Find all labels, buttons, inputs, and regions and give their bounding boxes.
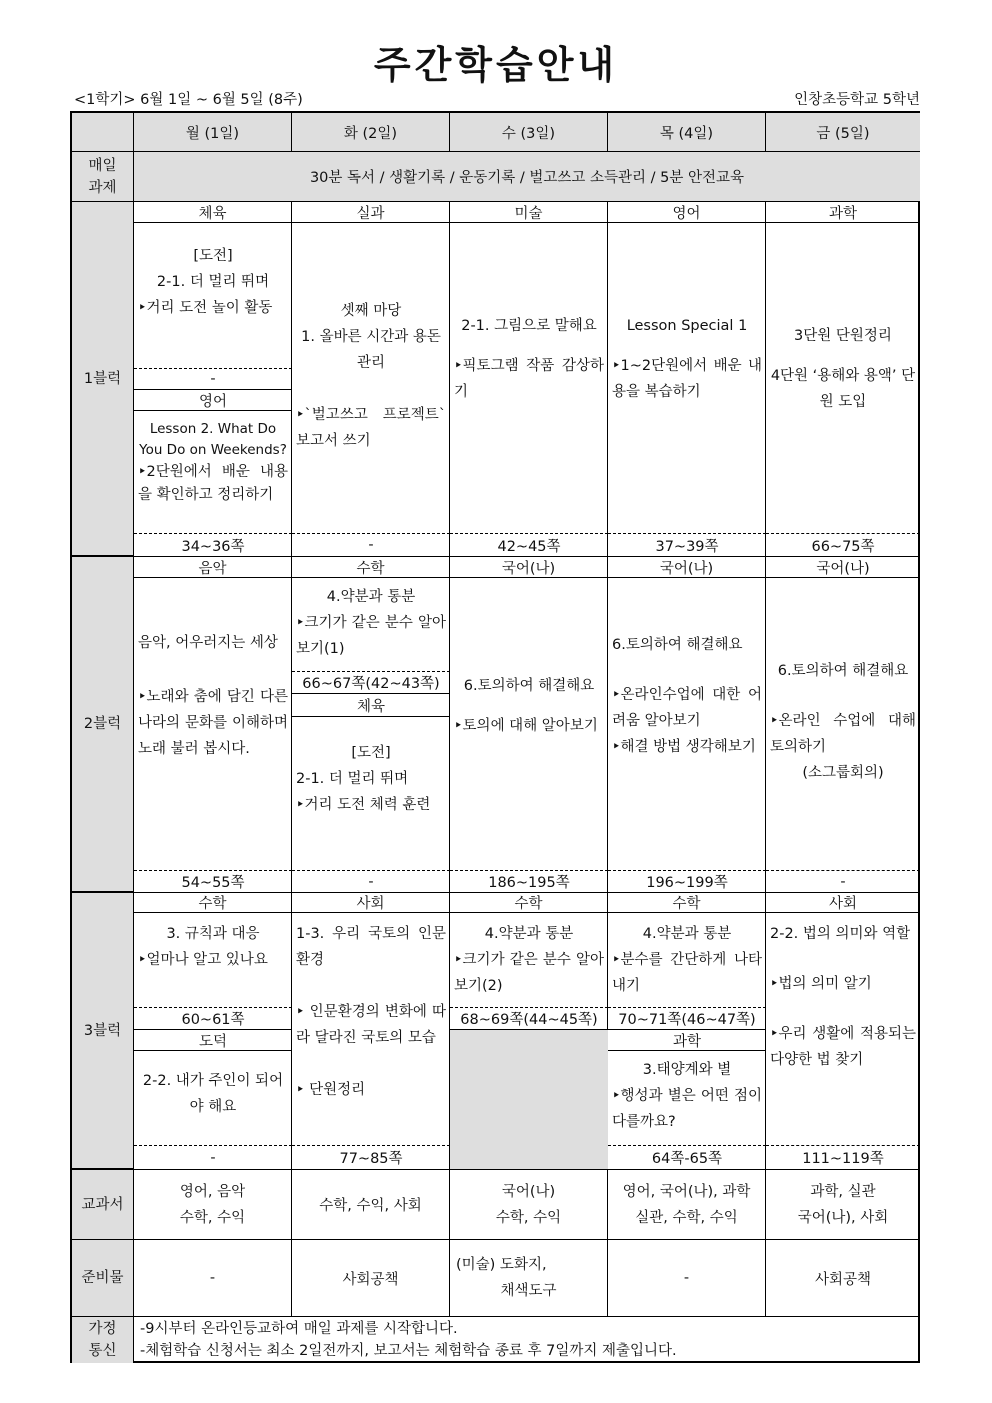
block1-mon-line2: ‣2단원에서 배운 내용을 확인하고 정리하기 bbox=[138, 464, 288, 503]
block2-tue-page: 66~67쪽(42~43쪽) bbox=[292, 671, 450, 693]
block3-tue-line: ‣ 단원정리 bbox=[296, 1082, 366, 1098]
textbooks-fri bbox=[766, 1169, 920, 1240]
block3-wed-line: ‣크기가 같은 분수 알아보기(2) bbox=[454, 952, 604, 994]
daily-label bbox=[72, 152, 134, 202]
textbooks-fri-line: 국어(나), 사회 bbox=[797, 1209, 889, 1226]
supplies-mon: - bbox=[134, 1240, 292, 1317]
block1-thu-page: 37~39쪽 bbox=[608, 533, 766, 556]
block3-mon-cell bbox=[134, 913, 292, 1169]
schedule-table bbox=[70, 111, 920, 1363]
block3-mon-page2: - bbox=[134, 1145, 292, 1169]
block2-mon-subject: 음악 bbox=[134, 556, 292, 578]
block1-mon-page: - bbox=[134, 368, 292, 389]
day-header-thu: 목 (4일) bbox=[608, 113, 766, 152]
block3-fri-line: 2-2. 법의 의미와 역할 bbox=[770, 926, 911, 942]
block3-thu-page: 70~71쪽(46~47쪽) bbox=[608, 1007, 766, 1029]
supplies-tue: 사회공책 bbox=[292, 1240, 450, 1317]
block1-wed-subject: 미술 bbox=[450, 202, 608, 223]
block3-label: 3블럭 bbox=[72, 892, 134, 1169]
day-header-fri: 금 (5일) bbox=[766, 113, 920, 152]
block1-thu-line: Lesson Special 1 bbox=[626, 318, 748, 334]
supplies-thu: - bbox=[608, 1240, 766, 1317]
block1-mon-subject2: 영어 bbox=[134, 389, 292, 411]
notice-text bbox=[134, 1317, 920, 1363]
block2-thu-line: ‣온라인수업에 대한 어려움 알아보기 bbox=[612, 687, 762, 729]
block3-tue-subject: 사회 bbox=[292, 892, 450, 913]
block2-tue-line: ‣크기가 같은 분수 알아보기(1) bbox=[296, 615, 446, 657]
block3-mon-page: 60~61쪽 bbox=[134, 1007, 292, 1029]
school-label: 인창초등학교 5학년 bbox=[794, 92, 920, 108]
daily-tasks: 30분 독서 / 생활기록 / 운동기록 / 벌고쓰고 소득관리 / 5분 안전교육 bbox=[134, 152, 920, 202]
block2-thu-page: 196~199쪽 bbox=[608, 870, 766, 892]
block3-thu-line2: ‣행성과 별은 어떤 점이 다를까요? bbox=[612, 1088, 762, 1130]
textbooks-mon-line: 수학, 수익 bbox=[179, 1209, 246, 1226]
notice-line: -체험학습 신청서는 최소 2일전까지, 보고서는 체험학습 종료 후 7일까지 제출입니다. bbox=[140, 1343, 677, 1359]
block2-wed-line: 6.토의하여 해결해요 bbox=[463, 678, 595, 694]
block2-fri-line: (소그룹회의) bbox=[802, 765, 884, 781]
supplies-label: 준비물 bbox=[72, 1240, 134, 1317]
textbooks-mon-line: 영어, 음악 bbox=[179, 1183, 246, 1200]
block1-mon-line2: Lesson 2. What Do You Do on Weekends? bbox=[139, 421, 287, 458]
textbooks-mon bbox=[134, 1169, 292, 1240]
block1-tue-line: 셋째 마당 bbox=[340, 303, 402, 319]
block1-wed-line: 2-1. 그림으로 말해요 bbox=[461, 318, 597, 334]
block1-wed-page: 42~45쪽 bbox=[450, 533, 608, 556]
block3-mon-line: 3. 규칙과 대응 bbox=[166, 926, 260, 942]
block2-fri-line: ‣온라인 수업에 대해 토의하기 bbox=[770, 713, 916, 755]
block2-mon-page: 54~55쪽 bbox=[134, 870, 292, 892]
block1-label: 1블럭 bbox=[72, 202, 134, 556]
block3-tue-line: ‣ 인문환경의 변화에 따라 달라진 국토의 모습 bbox=[296, 1004, 446, 1046]
block1-mon-subject: 체육 bbox=[134, 202, 292, 223]
block1-thu-cell bbox=[608, 223, 766, 556]
block2-tue-line: 4.약분과 통분 bbox=[326, 589, 416, 605]
day-header-wed: 수 (3일) bbox=[450, 113, 608, 152]
block1-fri-line: 4단원 ‘용해와 용액’ 단원 도입 bbox=[770, 368, 916, 410]
textbooks-wed-line: 수학, 수익 bbox=[495, 1209, 562, 1226]
block2-fri-cell bbox=[766, 578, 920, 892]
block3-thu-line: 4.약분과 통분 bbox=[642, 926, 732, 942]
block3-tue-cell bbox=[292, 913, 450, 1169]
block2-wed-cell bbox=[450, 578, 608, 892]
page-title: 주간학습안내 bbox=[373, 43, 619, 87]
notice-line: -9시부터 온라인등교하여 매일 과제를 시작합니다. bbox=[140, 1321, 458, 1337]
block2-fri-line: 6.토의하여 해결해요 bbox=[777, 663, 909, 679]
block2-tue-cell bbox=[292, 578, 450, 892]
block3-thu-subject: 수학 bbox=[608, 892, 766, 913]
block2-fri-page: - bbox=[766, 870, 920, 892]
block2-wed-page: 186~195쪽 bbox=[450, 870, 608, 892]
block2-mon-line: 음악, 어우러지는 세상 bbox=[138, 635, 278, 651]
block1-mon-page2: 34~36쪽 bbox=[134, 533, 292, 556]
block2-thu-subject: 국어(나) bbox=[608, 556, 766, 578]
block2-tue-line2: [도전] bbox=[351, 745, 391, 761]
block2-tue-line2: ‣거리 도전 체력 훈련 bbox=[296, 797, 431, 813]
block3-mon-subject: 수학 bbox=[134, 892, 292, 913]
block3-thu-line: ‣분수를 간단하게 나타내기 bbox=[612, 952, 762, 994]
textbooks-fri-line: 과학, 실관 bbox=[810, 1183, 876, 1200]
day-header-mon: 월 (1일) bbox=[134, 113, 292, 152]
block2-tue-line2: 2-1. 더 멀리 뛰며 bbox=[296, 771, 409, 787]
block3-tue-page: 77~85쪽 bbox=[292, 1145, 450, 1169]
block3-mon-subject2: 도덕 bbox=[134, 1029, 292, 1051]
supplies-wed bbox=[450, 1240, 608, 1317]
block2-thu-line: ‣해결 방법 생각해보기 bbox=[612, 739, 756, 755]
block3-wed-subject: 수학 bbox=[450, 892, 608, 913]
block1-fri-cell bbox=[766, 223, 920, 556]
period-label: <1학기> 6월 1일 ~ 6월 5일 (8주) bbox=[74, 92, 303, 108]
block3-fri-line: ‣우리 생활에 적용되는 다양한 법 찾기 bbox=[770, 1026, 916, 1068]
block2-thu-cell bbox=[608, 578, 766, 892]
block3-mon-line: ‣얼마나 알고 있나요 bbox=[138, 952, 268, 968]
block1-tue-page: - bbox=[292, 533, 450, 556]
block1-thu-subject: 영어 bbox=[608, 202, 766, 223]
block2-fri-subject: 국어(나) bbox=[766, 556, 920, 578]
day-header-tue: 화 (2일) bbox=[292, 113, 450, 152]
block2-thu-line: 6.토의하여 해결해요 bbox=[612, 637, 743, 653]
block2-tue-page2: - bbox=[292, 870, 450, 892]
textbooks-tue-line: 수학, 수익, 사회 bbox=[319, 1198, 422, 1214]
supplies-fri: 사회공책 bbox=[766, 1240, 920, 1317]
textbooks-thu bbox=[608, 1169, 766, 1240]
header-corner bbox=[72, 113, 134, 152]
block1-mon-cell bbox=[134, 223, 292, 556]
notice-label-line1: 가정 bbox=[88, 1321, 117, 1337]
block3-wed-line: 4.약분과 통분 bbox=[484, 926, 574, 942]
textbooks-wed bbox=[450, 1169, 608, 1240]
block1-fri-subject: 과학 bbox=[766, 202, 920, 223]
block1-wed-cell bbox=[450, 223, 608, 556]
block3-thu-line2: 3.태양계와 별 bbox=[642, 1062, 732, 1078]
block1-mon-line: ‣거리 도전 놀이 활동 bbox=[138, 300, 273, 316]
notice-label-line2: 통신 bbox=[88, 1343, 117, 1359]
block1-tue-subject: 실과 bbox=[292, 202, 450, 223]
textbooks-wed-line: 국어(나) bbox=[501, 1183, 556, 1200]
block3-mon-line2: 2-2. 내가 주인이 되어야 해요 bbox=[142, 1073, 284, 1115]
block2-label: 2블럭 bbox=[72, 556, 134, 892]
block3-fri-line: ‣법의 의미 알기 bbox=[770, 976, 872, 992]
block1-wed-line: ‣픽토그램 작품 감상하기 bbox=[454, 358, 604, 400]
block2-mon-cell bbox=[134, 578, 292, 892]
textbooks-thu-line: 영어, 국어(나), 과학 bbox=[622, 1183, 751, 1200]
block3-wed-page: 68~69쪽(44~45쪽) bbox=[450, 1007, 608, 1029]
block3-thu-subject2: 과학 bbox=[608, 1029, 766, 1051]
textbooks-tue bbox=[292, 1169, 450, 1240]
block3-fri-cell bbox=[766, 913, 920, 1169]
block1-tue-cell bbox=[292, 223, 450, 556]
block1-thu-line: ‣1~2단원에서 배운 내용을 복습하기 bbox=[612, 358, 762, 400]
block3-thu-cell bbox=[608, 913, 766, 1169]
block3-tue-line: 1-3. 우리 국토의 인문환경 bbox=[296, 926, 446, 968]
block1-tue-line: ‣`벌고쓰고 프로젝트` 보고서 쓰기 bbox=[296, 407, 446, 449]
notice-label bbox=[72, 1317, 134, 1363]
textbooks-label: 교과서 bbox=[72, 1169, 134, 1240]
supplies-wed-line: (미술) 도화지, bbox=[456, 1257, 547, 1273]
block3-fri-page: 111~119쪽 bbox=[766, 1145, 920, 1169]
block3-fri-subject: 사회 bbox=[766, 892, 920, 913]
block3-wed-cell bbox=[450, 913, 608, 1169]
block3-wed-empty bbox=[450, 1029, 608, 1169]
block2-tue-subject2: 체육 bbox=[292, 693, 450, 717]
textbooks-thu-line: 실관, 수학, 수익 bbox=[635, 1209, 738, 1226]
block2-wed-subject: 국어(나) bbox=[450, 556, 608, 578]
block1-fri-page: 66~75쪽 bbox=[766, 533, 920, 556]
block2-tue-subject: 수학 bbox=[292, 556, 450, 578]
block1-mon-line: [도전] bbox=[193, 248, 233, 264]
block1-mon-line: 2-1. 더 멀리 뛰며 bbox=[156, 274, 270, 290]
daily-label-line2: 과제 bbox=[88, 179, 117, 196]
block2-wed-line: ‣토의에 대해 알아보기 bbox=[454, 718, 598, 734]
block1-fri-line: 3단원 단원정리 bbox=[794, 328, 892, 344]
daily-label-line1: 매일 bbox=[88, 157, 117, 174]
block1-tue-line: 1. 올바른 시간과 용돈 관리 bbox=[301, 329, 441, 371]
block3-thu-page2: 64쪽-65쪽 bbox=[608, 1145, 766, 1169]
supplies-wed-line: 채색도구 bbox=[500, 1283, 557, 1299]
block2-mon-line: ‣노래와 춤에 담긴 다른 나라의 문화를 이해하며 노래 불러 봅시다. bbox=[138, 689, 288, 757]
